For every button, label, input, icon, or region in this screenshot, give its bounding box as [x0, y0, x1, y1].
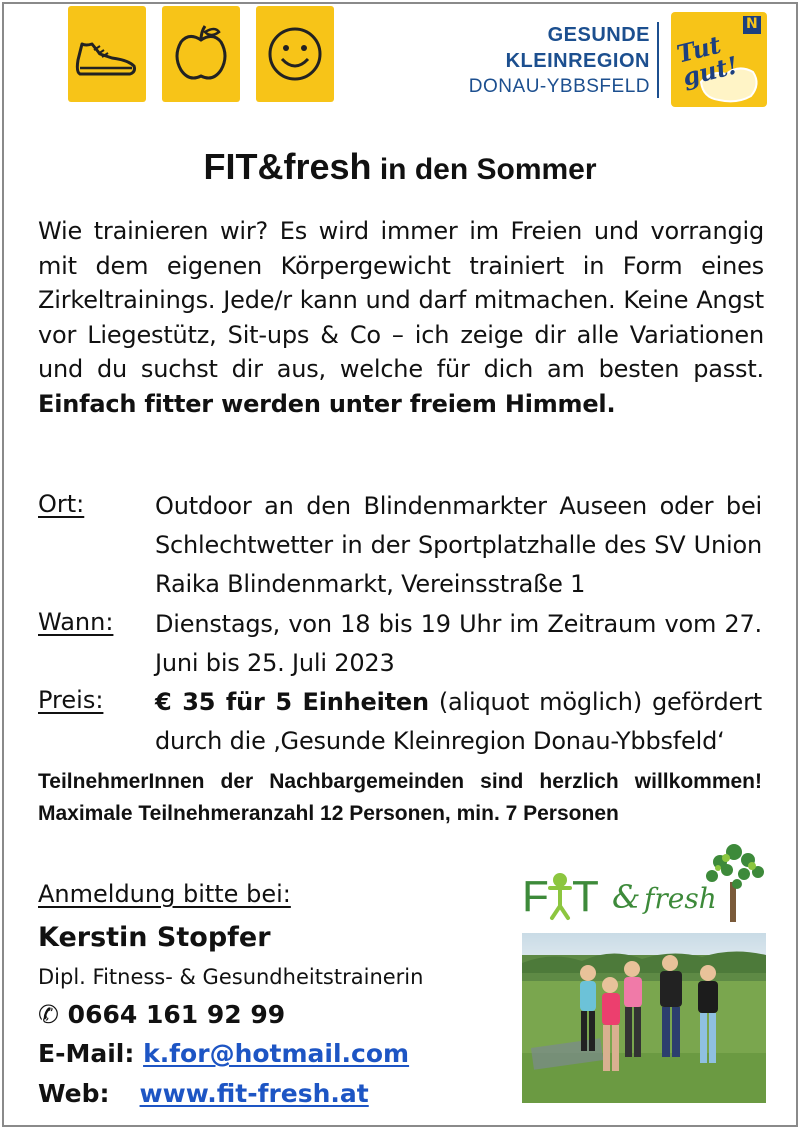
- email-label: E-Mail:: [38, 1039, 135, 1068]
- title-part-2: in den Sommer: [371, 153, 597, 186]
- registration-heading: Anmeldung bitte bei:: [38, 880, 291, 908]
- fit-ampersand: &: [612, 878, 641, 916]
- contact-name: Kerstin Stopfer: [38, 922, 271, 953]
- fit-fresh-logo: [522, 842, 770, 924]
- page-title: [0, 146, 800, 188]
- logo-divider: [657, 22, 659, 98]
- phone-icon: ✆: [38, 1000, 59, 1029]
- ort-value: Outdoor an den Blindenmarkter Auseen oder bei Schlechtwetter in der Sportplatzhalle des SV Union Raika Blindenmarkt, Vereinsstraße 1: [155, 492, 762, 598]
- title-part-1: FIT&fresh: [203, 146, 372, 187]
- fit-letter-t: T: [572, 872, 599, 921]
- preis-value: [155, 683, 762, 761]
- phone-number: 0664 161 92 99: [67, 1000, 286, 1029]
- preis-rest: (aliquot möglich) gefördert durch die ‚Gesunde Kleinregion Donau-Ybbsfeld‘: [155, 688, 763, 755]
- web-link[interactable]: www.fit-fresh.at: [139, 1079, 369, 1108]
- fit-letter-f: F: [522, 872, 549, 921]
- intro-bold-text: Einfach fitter werden unter freiem Himmel.: [38, 389, 616, 418]
- logo-line-3: DONAU-YBBSFELD: [468, 76, 650, 97]
- ort-label: Ort:: [38, 490, 85, 518]
- welcome-note: TeilnehmerInnen der Nachbargemeinden sind herzlich willkommen! Maximale Teilnehmeranzahl 12 Personen, min. 7 Personen: [38, 770, 762, 825]
- preis-bold: € 35 für 5 Einheiten: [155, 688, 429, 716]
- wann-value: Dienstags, von 18 bis 19 Uhr im Zeitraum vom 27. Juni bis 25. Juli 2023: [155, 610, 762, 677]
- region-logo: [469, 22, 650, 100]
- apple-icon: [162, 6, 240, 102]
- tut-gut-badge: [671, 12, 767, 107]
- smiley-icon: [256, 6, 334, 102]
- web-label: Web:: [38, 1079, 110, 1108]
- preis-label: Preis:: [38, 686, 104, 714]
- title-text: [203, 146, 596, 188]
- contact-web: [38, 1079, 369, 1108]
- badge-corner-letter: N: [746, 16, 758, 32]
- figure-icon: [550, 875, 570, 918]
- contact-title: Dipl. Fitness- & Gesundheitstrainerin: [38, 965, 424, 989]
- intro-paragraph: [38, 214, 764, 421]
- tut-gut-text: Tut gut!: [673, 29, 741, 92]
- logo-line-1: GESUNDE: [547, 24, 650, 46]
- running-shoe-icon: [68, 6, 146, 102]
- contact-email: [38, 1039, 409, 1068]
- logo-line-2: KLEINREGION: [505, 50, 650, 72]
- fit-word-fresh: fresh: [644, 882, 717, 915]
- group-photo: [522, 933, 766, 1103]
- intro-text: Wie trainieren wir? Es wird immer im Freien und vorrangig mit dem eigenen Körpergewicht trainiert in Form eines Zirkeltrainings. Jede/r kann und darf mitmachen. Keine Angst vor Liegestütz, Sit-ups & Co – ich zeige dir alle Variationen und du suchst dir aus, welche für dich am besten passt.: [38, 217, 764, 383]
- contact-phone: [38, 1000, 285, 1029]
- wann-label: Wann:: [38, 608, 114, 636]
- email-link[interactable]: k.for@hotmail.com: [143, 1039, 410, 1068]
